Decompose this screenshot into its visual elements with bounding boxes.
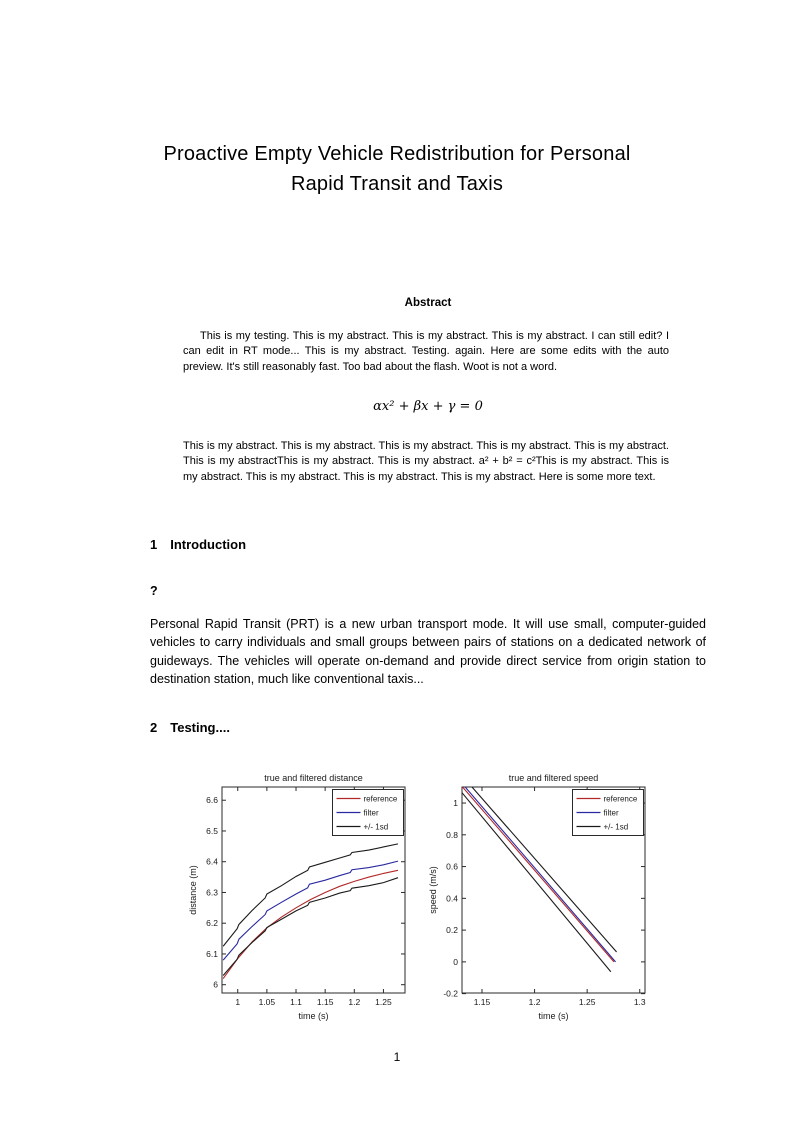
distance-chart	[182, 766, 422, 1038]
svg-text:true and filtered speed: true and filtered speed	[508, 773, 599, 783]
page-number: 1	[393, 1050, 401, 1064]
abstract-paragraph-2: This is my abstract. This is my abstract. This is my abstract. This is my abstract. This is my abstract. This is my abstractThis is my abstract. This is my abstract. a² + b² = c²This is my abstract. This is my abstract. This is my abstract. This is my abstract. This is my abstract. Here is some more text.	[183, 440, 669, 483]
introduction-paragraph: Personal Rapid Transit (PRT) is a new urban transport mode. It will use small, computer-guided vehicles to carry individuals and small groups between pairs of stations on a dedicated network of guideways. The vehicles will operate on-demand and provide direct service from origin station to destination station, much like conventional taxis...	[150, 617, 706, 687]
svg-text:speed (m/s): speed (m/s)	[428, 866, 438, 914]
svg-text:0.6: 0.6	[446, 861, 458, 872]
svg-text:0.2: 0.2	[446, 925, 458, 936]
svg-text:filter: filter	[363, 808, 379, 818]
section-number: 1	[150, 537, 158, 552]
display-equation: αx² + βx + γ = 0	[373, 399, 483, 414]
question-mark-text: ?	[150, 584, 158, 598]
svg-text:reference: reference	[603, 794, 638, 804]
svg-text:1.25: 1.25	[375, 997, 392, 1007]
abstract-heading: Abstract	[404, 297, 452, 309]
svg-text:0: 0	[453, 956, 458, 967]
svg-text:0.8: 0.8	[446, 829, 458, 840]
svg-text:6.6: 6.6	[206, 795, 218, 806]
svg-text:true and filtered distance: true and filtered distance	[264, 773, 363, 783]
section-title: Introduction	[170, 537, 247, 552]
svg-text:1.15: 1.15	[473, 997, 491, 1007]
svg-text:6: 6	[213, 979, 218, 990]
svg-text:time (s): time (s)	[298, 1011, 329, 1021]
svg-text:filter: filter	[603, 808, 619, 818]
svg-text:6.2: 6.2	[206, 918, 218, 929]
svg-text:distance (m): distance (m)	[188, 865, 198, 915]
section-title: Testing....	[170, 720, 230, 735]
svg-text:0.4: 0.4	[446, 893, 458, 904]
svg-text:+/- 1sd: +/- 1sd	[363, 822, 389, 832]
section-heading-testing	[150, 720, 230, 735]
svg-text:-0.2: -0.2	[443, 988, 458, 999]
svg-text:time (s): time (s)	[538, 1011, 569, 1021]
figure-distance-plot	[182, 766, 422, 1038]
svg-text:reference: reference	[363, 794, 398, 804]
speed-chart	[422, 766, 662, 1038]
svg-text:6.4: 6.4	[206, 856, 218, 867]
svg-text:1.1: 1.1	[290, 997, 302, 1007]
section-heading-introduction	[150, 537, 246, 552]
svg-text:6.3: 6.3	[206, 887, 218, 898]
svg-text:6.1: 6.1	[206, 948, 218, 959]
svg-text:1.2: 1.2	[348, 997, 361, 1007]
figure-speed-plot	[422, 766, 662, 1038]
svg-text:1: 1	[453, 798, 458, 809]
svg-text:1.25: 1.25	[578, 997, 596, 1007]
svg-text:1.05: 1.05	[258, 997, 276, 1007]
svg-text:1.15: 1.15	[316, 997, 334, 1007]
svg-text:6.5: 6.5	[206, 825, 218, 836]
svg-text:1.3: 1.3	[633, 997, 646, 1007]
paper-title	[0, 139, 794, 199]
svg-text:+/- 1sd: +/- 1sd	[603, 822, 629, 832]
abstract-paragraph-1: This is my testing. This is my abstract. This is my abstract. This is my abstract. I can still edit? I can edit in RT mode... This is my abstract. Testing. again. Here are some edits with the auto preview. It's still reasonably fast. Too bad about the flash. Woot is not a word.	[183, 330, 669, 373]
svg-text:1.2: 1.2	[528, 997, 541, 1007]
paper-title-line1: Proactive Empty Vehicle Redistribution for Personal	[163, 143, 631, 165]
svg-text:1: 1	[235, 997, 241, 1007]
section-number: 2	[150, 720, 158, 735]
paper-title-line2: Rapid Transit and Taxis	[290, 173, 504, 195]
